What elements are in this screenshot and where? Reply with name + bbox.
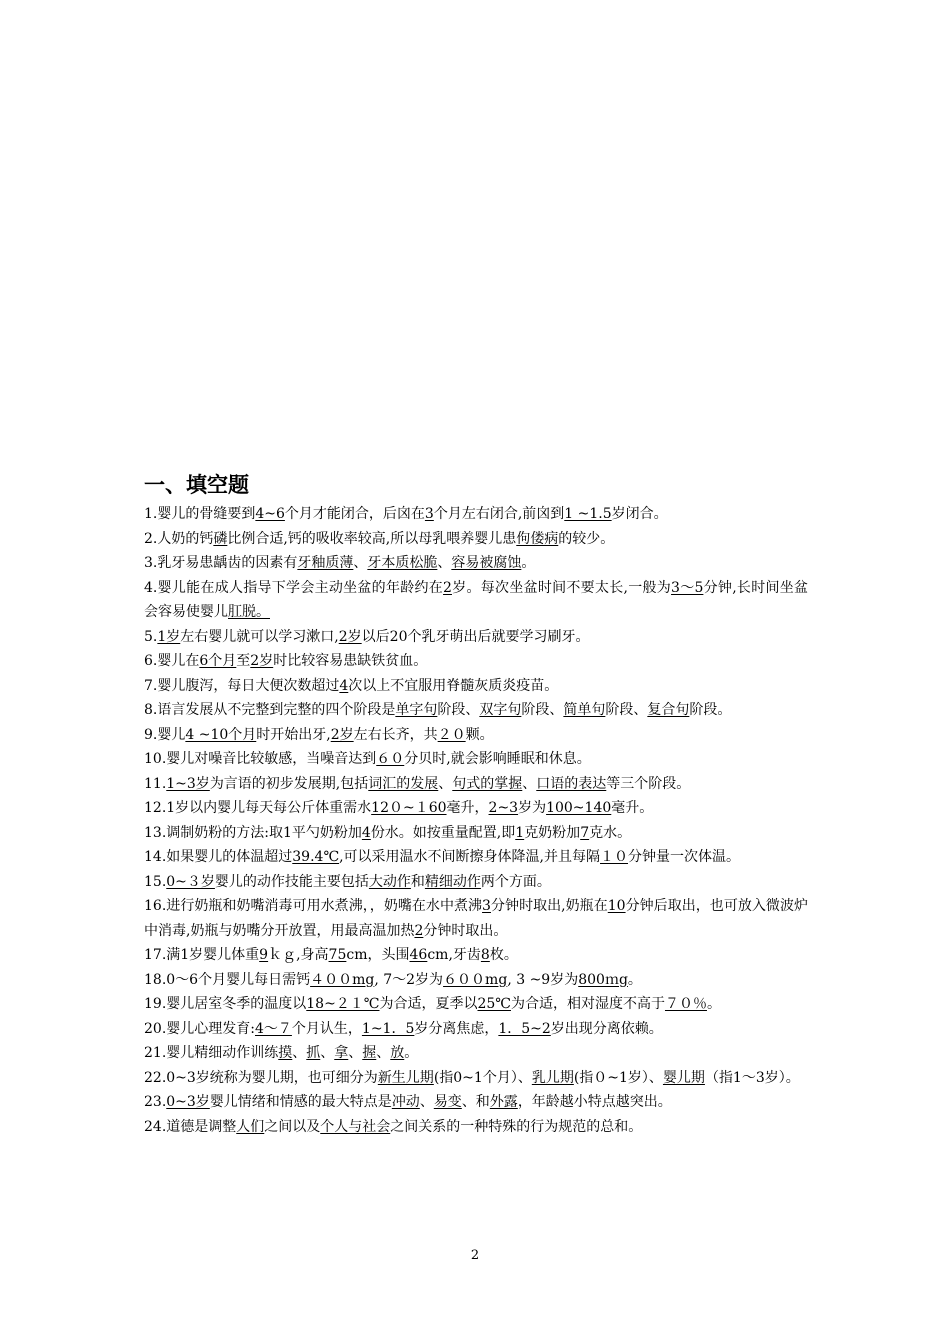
question-item (144, 551, 808, 576)
answer-blank: 12０~１60 (371, 800, 447, 816)
question-text: 至 (236, 653, 251, 669)
question-text: 份水。如按重量配置,即 (370, 824, 516, 841)
answer-blank: 简单句 (563, 702, 606, 718)
question-text: 12.1岁以内婴儿每天每公斤体重需水 (144, 800, 372, 816)
answer-blank: 双字句 (479, 702, 522, 718)
question-text: 11. (144, 775, 167, 792)
answer-blank: ２０ (437, 726, 466, 743)
question-text: 8.语言发展从不完整到完整的四个阶段是 (144, 702, 396, 718)
answer-blank: 2 (443, 579, 452, 596)
answer-blank: 放 (390, 1045, 405, 1061)
answer-blank: 摸 (278, 1045, 293, 1061)
question-text: 。 (627, 971, 642, 988)
question-item (144, 723, 808, 748)
answer-blank: 4 (361, 824, 371, 841)
answer-blank: 6个月 (199, 653, 237, 669)
answer-blank: ６００mg (443, 971, 508, 988)
question-text: 比例合适,钙的吸收率较高,所以母乳喂养婴儿患 (227, 530, 517, 547)
question-text: 分钟量一次体温。 (628, 849, 741, 865)
question-text: 毫升， (446, 800, 489, 816)
answer-blank: 0~3岁 (166, 1094, 210, 1110)
answer-blank: 乳儿期 (531, 1069, 574, 1086)
document-body (144, 470, 808, 1139)
question-text: 分贝时,就会影响睡眠和休息。 (404, 751, 591, 767)
question-item (144, 649, 808, 674)
question-item (144, 894, 808, 943)
answer-blank: 8 (480, 947, 490, 963)
question-text: 阶段、 (521, 702, 564, 718)
answer-blank: 容易被腐蚀 (451, 555, 522, 571)
answer-blank: 磷 (213, 530, 228, 547)
question-item (144, 992, 808, 1017)
question-text: 7.婴儿腹泻，每日大便次数超过 (144, 677, 340, 694)
question-text: 之间以及 (264, 1118, 321, 1135)
question-text: 17.满1岁婴儿体重 (144, 947, 260, 963)
question-text: 19.婴儿居室冬季的温度以 (144, 996, 307, 1012)
question-text: 岁分离焦虑， (414, 1020, 499, 1037)
answer-blank: 2~3 (488, 800, 519, 816)
answer-blank: 3 (424, 506, 434, 522)
answer-blank: 复合句 (647, 702, 690, 718)
question-text: 阶段、 (437, 702, 480, 718)
question-text: 24.道德是调整 (144, 1118, 237, 1135)
question-item (144, 698, 808, 723)
question-text: ｋｇ,身高 (268, 947, 329, 963)
answer-blank: 1~1．5 (361, 1020, 415, 1037)
question-item (144, 674, 808, 699)
answer-blank: 4 (339, 677, 349, 694)
question-text: cm,牙齿 (427, 947, 481, 963)
question-text: 。 (706, 996, 721, 1012)
question-text: 10.婴儿对噪音比较敏感，当噪音达到 (144, 751, 377, 767)
question-text: 22.0~3岁统称为婴儿期，也可细分为 (144, 1069, 378, 1086)
question-item (144, 1090, 808, 1115)
question-item (144, 1115, 808, 1140)
question-text: 分钟时取出。 (423, 922, 508, 939)
question-text: 阶段。 (689, 702, 732, 718)
answer-blank: 拿 (334, 1045, 349, 1061)
question-item (144, 576, 808, 625)
section-title: 一、填空题 (144, 473, 249, 497)
answer-blank: 2 (414, 922, 424, 939)
answer-blank: 2岁 (250, 653, 274, 669)
answer-blank: 外露 (489, 1094, 518, 1110)
answer-blank: 精细动作 (424, 873, 481, 890)
question-text: 之间关系的一种特殊的行为规范的总和。 (390, 1118, 643, 1135)
answer-blank: 1 (515, 824, 525, 841)
question-text: 以后20个乳牙萌出后就要学习刷牙。 (361, 628, 590, 645)
answer-blank: 易变 (433, 1094, 462, 1110)
question-text: , 7～2岁为 (374, 971, 444, 988)
question-text: 等三个阶段。 (606, 775, 691, 792)
answer-blank: 3 (482, 898, 491, 914)
answer-blank: 25℃ (477, 996, 511, 1012)
question-text: 阶段、 (605, 702, 648, 718)
question-text: 岁为 (518, 800, 547, 816)
answer-blank: 10 (607, 898, 626, 914)
question-text: 、 (376, 1045, 391, 1061)
question-text: ，年龄越小特点越突出。 (517, 1094, 672, 1110)
question-text: ,可以采用温水不间断擦身体降温,并且每隔 (339, 849, 601, 865)
answer-blank: 46 (409, 947, 428, 963)
question-text: 、 (522, 775, 537, 792)
answer-blank: 牙釉质薄 (297, 555, 354, 571)
question-text: 分钟后取出，也可放入微波炉中消毒,奶瓶与奶嘴分开放置，用最高温加热 (144, 898, 809, 939)
question-item (144, 845, 808, 870)
question-text: 时开始出牙, (256, 726, 331, 743)
question-text: 20.婴儿心理发育: (144, 1020, 255, 1037)
answer-blank: 800ｍg (578, 971, 628, 988)
question-text: 为合适，夏季以 (379, 996, 478, 1012)
answer-blank: 个人与社会 (320, 1118, 391, 1135)
question-text: 、 (419, 1094, 434, 1110)
answer-blank: 0~３岁 (166, 873, 215, 890)
question-text: 5. (144, 628, 158, 645)
question-text: 、 (348, 1045, 363, 1061)
question-text: 18.0～6个月婴儿每日需钙 (144, 971, 311, 988)
question-text: 9.婴儿 (144, 726, 186, 743)
question-text: 婴儿情绪和情感的最大特点是 (209, 1094, 392, 1110)
question-text: 岁闭合。 (611, 506, 668, 522)
question-text: 婴儿的动作技能主要包括 (214, 873, 369, 890)
answer-blank: 句式的掌握 (452, 775, 523, 792)
answer-blank: 新生儿期 (377, 1069, 434, 1086)
answer-blank: 大动作 (368, 873, 411, 890)
question-text: 时比较容易患缺铁贫血。 (273, 653, 428, 669)
answer-blank: 39.4℃ (292, 849, 340, 865)
question-item (144, 1017, 808, 1042)
question-text: 。 (404, 1045, 419, 1061)
answer-blank: 4 ~10个月 (185, 726, 257, 743)
question-text: 3.乳牙易患龋齿的因素有 (144, 555, 298, 571)
question-text: 和 (410, 873, 425, 890)
question-text: 14.如果婴儿的体温超过 (144, 849, 293, 865)
question-item (144, 796, 808, 821)
question-text: 23. (144, 1094, 167, 1110)
answer-blank: ７０％ (664, 996, 707, 1012)
question-text: cm，头围 (346, 947, 410, 963)
question-list (144, 502, 808, 1139)
answer-blank: 口语的表达 (536, 775, 607, 792)
answer-blank: 1岁 (157, 628, 181, 645)
question-text: 分钟,长时间坐盆会容易使婴儿 (144, 579, 809, 620)
question-text: 颗。 (465, 726, 494, 743)
answer-blank: 75 (328, 947, 347, 963)
question-text: 为言语的初步发展期,包括 (209, 775, 369, 792)
answer-blank: ４００mg (310, 971, 375, 988)
question-text: , 3 ~9岁为 (507, 971, 579, 988)
answer-blank: 单字句 (395, 702, 438, 718)
question-text: 毫升。 (611, 800, 654, 816)
answer-blank: ６０ (376, 751, 405, 767)
answer-blank: 1~3岁 (166, 775, 210, 792)
answer-blank: 2岁 (330, 726, 354, 743)
question-text: 、和 (461, 1094, 490, 1110)
answer-blank: 7 (580, 824, 590, 841)
question-text: 两个方面。 (480, 873, 551, 890)
answer-blank: 冲动 (391, 1094, 420, 1110)
question-text: 、 (320, 1045, 335, 1061)
answer-blank: 1 ~1.5 (564, 506, 612, 522)
question-text: 个月认生， (291, 1020, 362, 1037)
question-text: 、 (292, 1045, 307, 1061)
question-text: 21.婴儿精细动作训练 (144, 1045, 279, 1061)
question-item (144, 943, 808, 968)
question-text: 、 (437, 555, 452, 571)
question-text: 次以上不宜服用脊髓灰质炎疫苗。 (348, 677, 559, 694)
question-item (144, 821, 808, 846)
answer-blank: 18~２１℃ (306, 996, 380, 1012)
question-item (144, 747, 808, 772)
answer-blank: 握 (362, 1045, 377, 1061)
question-text: 16.进行奶瓶和奶嘴消毒可用水煮沸，，奶嘴在水中煮沸 (144, 898, 483, 914)
question-text: 、 (438, 775, 453, 792)
question-text: 岁出现分离依赖。 (550, 1020, 663, 1037)
question-text: 克奶粉加 (524, 824, 581, 841)
question-text: 15. (144, 873, 167, 890)
question-text: 枚。 (489, 947, 518, 963)
question-text: 2.人奶的钙 (144, 530, 214, 547)
answer-blank: 2岁 (338, 628, 362, 645)
question-text: 13.调制奶粉的方法:取1平勺奶粉加 (144, 824, 362, 841)
question-text: 、 (353, 555, 368, 571)
question-text: 克水。 (589, 824, 632, 841)
question-item (144, 968, 808, 993)
answer-blank: 9 (259, 947, 269, 963)
answer-blank: 词汇的发展 (368, 775, 439, 792)
question-text: 分钟时取出,奶瓶在 (490, 898, 608, 914)
answer-blank: 肛脱。 (228, 604, 270, 620)
page-number: 2 (470, 1248, 480, 1263)
answer-blank: 4～７ (254, 1020, 292, 1037)
question-text: 个月左右闭合,前囟到 (433, 506, 565, 522)
question-text: 1.婴儿的骨缝要到 (144, 506, 256, 522)
answer-blank: １０ (600, 849, 629, 865)
question-text: 个月才能闭合，后囟在 (284, 506, 425, 522)
answer-blank: 牙本质松脆 (367, 555, 438, 571)
question-item (144, 1066, 808, 1091)
question-text: 为合适，相对湿度不高于 (510, 996, 665, 1012)
question-text: （指1～3岁）。 (704, 1069, 800, 1086)
question-item (144, 1041, 808, 1066)
question-item (144, 527, 808, 552)
answer-blank: 婴儿期 (662, 1069, 705, 1086)
question-text: 左右婴儿就可以学习漱口, (180, 628, 339, 645)
answer-blank: 佝偻病 (516, 530, 559, 547)
question-text: (指０~1岁）、 (573, 1069, 663, 1086)
question-item (144, 870, 808, 895)
answer-blank: 3～5 (671, 579, 704, 596)
answer-blank: 1．5~2 (498, 1020, 551, 1037)
question-text: 岁。每次坐盆时间不要太长,一般为 (451, 579, 672, 596)
question-item (144, 502, 808, 527)
question-text: 的较少。 (558, 530, 615, 547)
answer-blank: 抓 (306, 1045, 321, 1061)
question-text: (指0~1个月）、 (433, 1069, 532, 1086)
question-item (144, 625, 808, 650)
answer-blank: 4~6 (255, 506, 285, 522)
question-text: 。 (521, 555, 536, 571)
answer-blank: 人们 (236, 1118, 265, 1135)
question-text: 左右长齐，共 (353, 726, 438, 743)
question-text: 4.婴儿能在成人指导下学会主动坐盆的年龄约在 (144, 579, 444, 596)
question-item (144, 772, 808, 797)
question-text: 6.婴儿在 (144, 653, 200, 669)
answer-blank: 100~140 (546, 800, 612, 816)
